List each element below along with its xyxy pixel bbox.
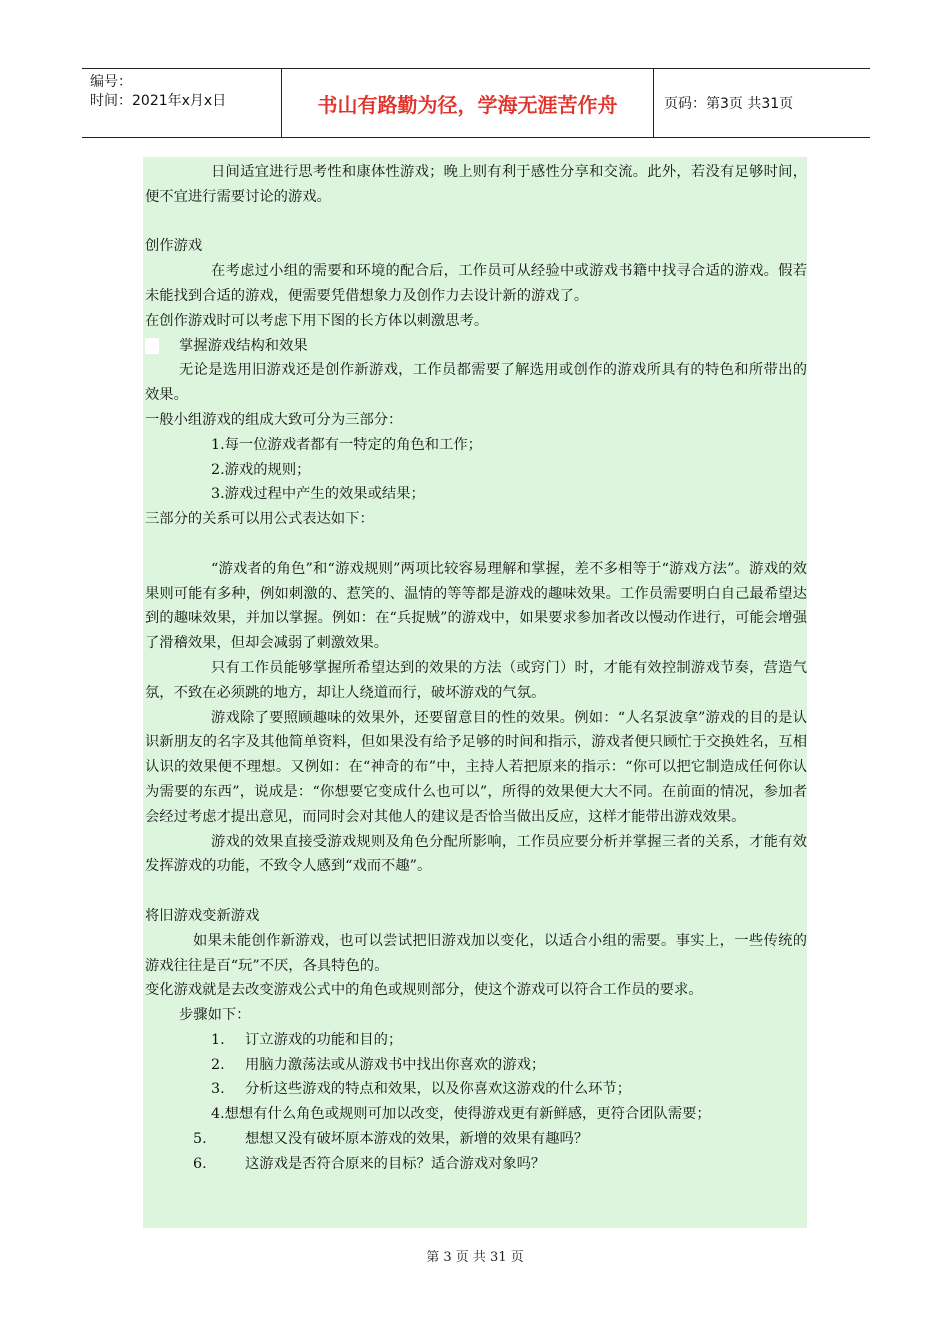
list-item: 1. 订立游戏的功能和目的； — [211, 1031, 403, 1048]
paragraph: 在创作游戏时可以考虑下用下图的长方体以刺激思考。 — [145, 312, 489, 329]
section-heading: 掌握游戏结构和效果 — [179, 337, 308, 354]
paragraph: 三部分的关系可以用公式表达如下： — [145, 511, 374, 528]
header-motto: 书山有路勤为径，学海无涯苦作舟 — [282, 69, 654, 137]
section-heading: 创作游戏 — [145, 238, 203, 255]
paragraph: 游戏除了要照顾趣味的效果外，还要留意目的性的效果。例如：“人名泵波拿”游戏的目的是认识新朋友的名字及其他简单资料，但如果没有给予足够的时间和指示，游戏者便只顾忙于交换姓名，互相认识的效果便不理想。又例如：在“神奇的布”中，主持人若把原来的指示：“你可以把它制造成任何你认为需要的东西”，说成是：“你想要它变成什么也可以”，所得的效果便大大不同。在前面的情况，参加者会经过考虑才提出意见，而同时会对其他人的建议是否恰当做出反应，这样才能带出游戏效果。 — [145, 709, 807, 825]
paragraph: 游戏的效果直接受游戏规则及角色分配所影响，工作员应要分析并掌握三者的关系，才能有效发挥游戏的功能，不致令人感到“戏而不趣”。 — [145, 833, 807, 875]
missing-figure-marker — [145, 338, 159, 354]
page-footer: 第 3 页 共 31 页 — [426, 1250, 524, 1265]
list-item: 4.想想有什么角色或规则可加以改变，使得游戏更有新鲜感，更符合团队需要； — [211, 1106, 711, 1123]
paragraph: 变化游戏就是去改变游戏公式中的角色或规则部分，使这个游戏可以符合工作员的要求。 — [145, 982, 703, 999]
list-item: 2. 用脑力激荡法或从游戏书中找出你喜欢的游戏； — [211, 1056, 546, 1073]
paragraph: 日间适宜进行思考性和康体性游戏；晚上则有利于感性分享和交流。此外，若没有足够时间，便不宜进行需要讨论的游戏。 — [145, 164, 807, 205]
paragraph: 步骤如下： — [179, 1007, 251, 1024]
paragraph: 一般小组游戏的组成大致可分为三部分： — [145, 411, 403, 428]
paragraph: 只有工作员能够掌握所希望达到的效果的方法（或窍门）时，才能有效控制游戏节奏，营造气氛，不致在必须跳的地方，却让人绕道而行，破坏游戏的气氛。 — [145, 659, 807, 701]
list-item: 3. 分析这些游戏的特点和效果，以及你喜欢这游戏的什么环节； — [211, 1081, 632, 1098]
list-item: 3.游戏过程中产生的效果或结果； — [211, 486, 425, 503]
paragraph: 无论是选用旧游戏还是创作新游戏，工作员都需要了解选用或创作的游戏所具有的特色和所带出的效果。 — [145, 362, 807, 404]
list-item: 2.游戏的规则； — [211, 461, 311, 478]
number-label: 编号： — [90, 74, 132, 90]
list-item: 1.每一位游戏者都有一特定的角色和工作； — [211, 436, 482, 453]
header-page-code: 页码：第3页 共31页 — [664, 96, 794, 112]
page-header — [82, 68, 870, 138]
document-body — [143, 157, 807, 1228]
header-meta — [82, 69, 282, 137]
list-item: 6. 这游戏是否符合原来的目标？适合游戏对象吗？ — [193, 1155, 546, 1172]
paragraph: “游戏者的角色”和“游戏规则”两项比较容易理解和掌握，差不多相等于“游戏方法”。游戏的效果则可能有多种，例如刺激的、惹笑的、温情的等等都是游戏的趣味效果。工作员需要明白自己最希望达到的趣味效果，并加以掌握。例如：在“兵捉贼”的游戏中，如果要求参加者改以慢动作进行，可能会增强了滑稽效果，但却会减弱了刺激效果。 — [145, 560, 807, 652]
paragraph: 在考虑过小组的需要和环境的配合后，工作员可从经验中或游戏书籍中找寻合适的游戏。假若未能找到合适的游戏，便需要凭借想象力及创作力去设计新的游戏了。 — [145, 263, 807, 304]
time-label: 时间：2021年x月x日 — [90, 93, 227, 109]
paragraph: 如果未能创作新游戏，也可以尝试把旧游戏加以变化，以适合小组的需要。事实上，一些传统的游戏往往是百“玩”不厌，各具特色的。 — [145, 932, 807, 974]
section-heading-row — [145, 334, 807, 359]
section-heading: 将旧游戏变新游戏 — [145, 907, 260, 924]
list-item: 5. 想想又没有破坏原本游戏的效果，新增的效果有趣吗？ — [193, 1131, 589, 1148]
